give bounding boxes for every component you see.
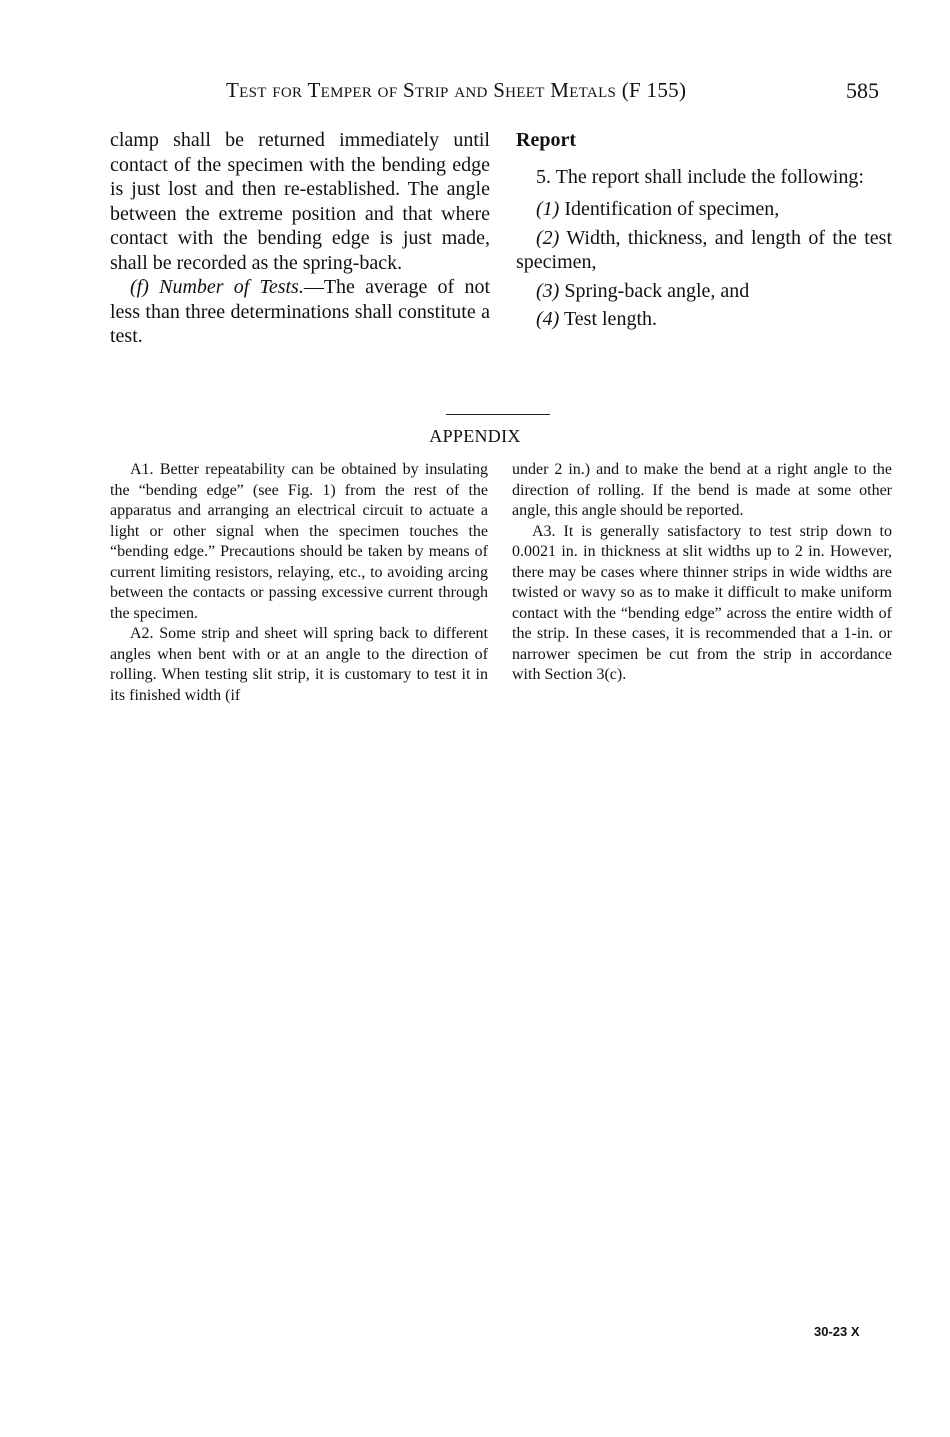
report-section	[516, 128, 892, 332]
report-item-text: Identification of specimen,	[559, 198, 780, 220]
section-f-label: (f) Number of Tests.	[130, 276, 304, 298]
section-divider	[446, 414, 550, 415]
report-heading: Report	[516, 129, 576, 151]
report-item-text: Width, thickness, and length of the test specimen,	[516, 226, 892, 273]
report-item-text: Spring-back angle, and	[559, 279, 750, 302]
report-item-number: (2)	[536, 226, 560, 249]
appendix-title: APPENDIX	[429, 426, 521, 446]
appendix-left-column	[110, 460, 488, 706]
page-number: 585	[846, 78, 879, 103]
report-item-number: (3)	[536, 279, 560, 302]
appendix-a3: A3. It is generally satisfactory to test strip down to 0.0021 in. in thickness at slit widths up to 2 in. However, there may be cases where thinner strips in wide widths are twisted or wavy so as to make it difficult to make uniform contact with the “bending edge” across the entire width of the strip. In these cases, it is recommended that a 1-in. or narrower specimen be cut from the strip in accordance with Section 3(c).	[512, 522, 892, 683]
section-f-number-of-tests	[110, 275, 490, 349]
paragraph-clamp-return: clamp shall be returned immediately until contact of the specimen with the bending edge is just lost and then re-established. The angle between the extreme position and that where contact with the bending edge is just made, shall be recorded as the spring-back.	[110, 129, 490, 274]
appendix-a2-part2: under 2 in.) and to make the bend at a right angle to the direction of rolling. If the bend is made at some other angle, this angle should be reported.	[512, 461, 892, 519]
report-item	[516, 226, 892, 275]
report-intro: 5. The report shall include the following:	[536, 165, 864, 188]
section-f-text: —The average of not less than three determinations shall constitute a test.	[110, 276, 490, 347]
report-item-number: (4)	[536, 308, 560, 330]
report-item-number: (1)	[536, 198, 560, 220]
appendix-a2-part1: A2. Some strip and sheet will spring back to different angles when bent with or at an angle to the direction of rolling. When testing slit strip, it is customary to test it in its finished width (if	[110, 625, 488, 704]
appendix-a1: A1. Better repeatability can be obtained by insulating the “bending edge” (see Fig. 1) from the rest of the apparatus and arranging an electrical circuit to actuate a light or other signal when the specimen touches the “bending edge.” Precautions should be taken by means of current limiting resistors, relaying, etc., to avoiding arcing between the contacts or passing excessive current through the specimen.	[110, 461, 488, 622]
report-item-text: Test length.	[559, 308, 657, 330]
report-item	[516, 197, 892, 222]
running-head: Test for Temper of Strip and Sheet Metals (F 155)	[226, 78, 687, 102]
left-column	[110, 128, 490, 349]
report-item	[516, 279, 892, 304]
footer-code: 30-23 X	[814, 1324, 860, 1339]
report-item	[516, 307, 892, 332]
appendix-right-column	[512, 460, 892, 686]
